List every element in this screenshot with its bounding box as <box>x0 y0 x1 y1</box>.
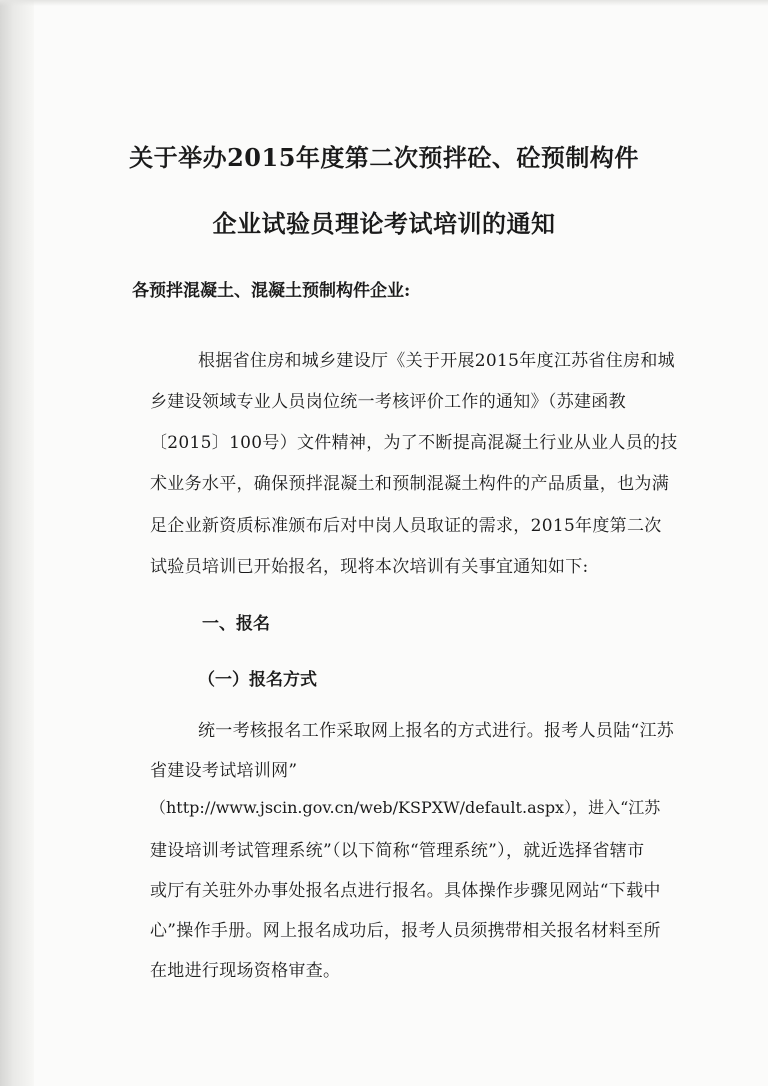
section-heading: 一、报名 <box>202 614 270 634</box>
intro-line: 根据省住房和城乡建设厅《关于开展2015年度江苏省住房和城 <box>198 351 675 371</box>
method-line: （http://www.jscin.gov.cn/web/KSPXW/default.aspx），进入“江苏 <box>150 798 661 817</box>
salutation: 各预拌混凝土、混凝土预制构件企业: <box>132 281 411 301</box>
method-line: 心”操作手册。网上报名成功后，报考人员须携带相关报名材料至所 <box>150 921 661 941</box>
intro-line: 乡建设领域专业人员岗位统一考核评价工作的通知》（苏建函教 <box>150 392 626 412</box>
method-line: 省建设考试培训网” <box>150 761 298 781</box>
method-line: 在地进行现场资格审查。 <box>150 961 341 981</box>
document-title-line-1: 关于举办2015年度第二次预拌砼、砼预制构件 <box>129 143 639 172</box>
method-line: 建设培训考试管理系统”（以下简称“管理系统”），就近选择省辖市 <box>150 841 645 861</box>
scan-top-shadow <box>0 0 768 6</box>
intro-line: 足企业新资质标准颁布后对中岗人员取证的需求，2015年度第二次 <box>150 516 662 536</box>
method-line: 或厅有关驻外办事处报名点进行报名。具体操作步骤见网站“下载中 <box>150 881 661 901</box>
method-line: 统一考核报名工作采取网上报名的方式进行。报考人员陆“江苏 <box>198 721 675 741</box>
subsection-heading: （一）报名方式 <box>198 670 317 690</box>
intro-line: 〔2015〕100号）文件精神，为了不断提高混凝土行业从业人员的技 <box>150 433 678 453</box>
intro-line: 术业务水平，确保预拌混凝土和预制混凝土构件的产品质量，也为满 <box>150 474 669 494</box>
document-title-line-2: 企业试验员理论考试培训的通知 <box>212 209 556 238</box>
intro-line: 试验员培训已开始报名，现将本次培训有关事宜通知如下: <box>150 557 589 577</box>
